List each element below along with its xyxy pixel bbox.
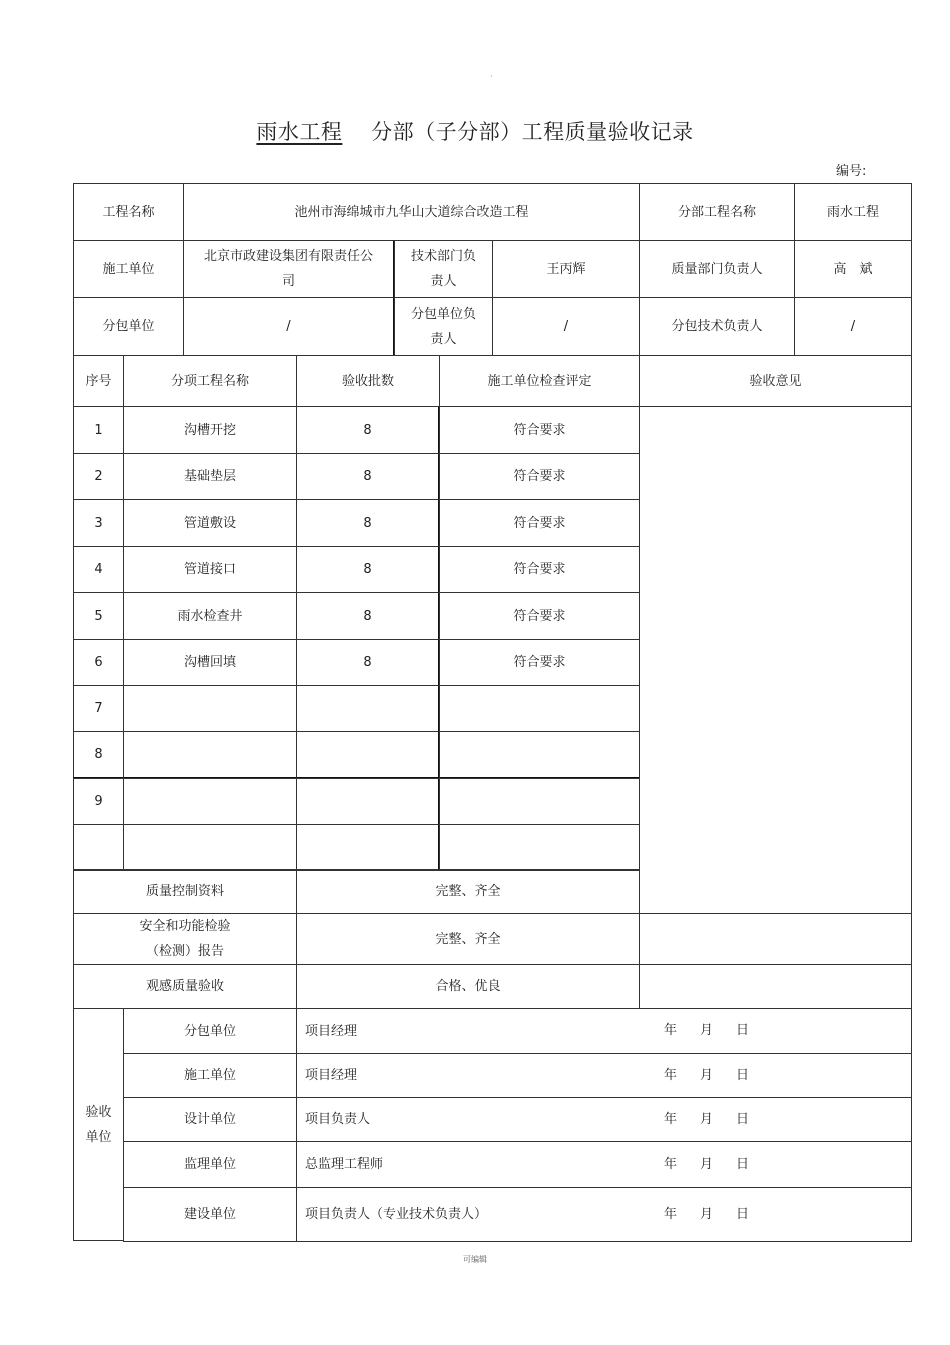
row-item: 沟槽回填 — [123, 639, 297, 686]
sub-head: / — [492, 297, 640, 356]
row-item: 基础垫层 — [123, 453, 297, 500]
page-title — [0, 116, 950, 146]
sub-tech-head-label: 分包技术负责人 — [639, 297, 795, 356]
col-header-batches: 验收批数 — [296, 355, 440, 407]
row-batches: 8 — [296, 406, 440, 454]
row-batches: 8 — [296, 592, 440, 640]
signoff-date-year: 年 — [664, 1207, 678, 1222]
signoff-unit: 分包单位 — [123, 1008, 297, 1054]
sub-head-label-line2: 责人 — [430, 331, 457, 347]
row-no: 3 — [73, 499, 124, 547]
signoff-signature-cell — [296, 1008, 912, 1054]
row-item: 管道敷设 — [123, 499, 297, 547]
row-no: 6 — [73, 639, 124, 686]
contractor-label: 施工单位 — [73, 240, 184, 298]
row-batches: 8 — [296, 499, 440, 547]
sub-head-label-line1: 分包单位负 — [410, 306, 476, 322]
signoff-date-month: 月 — [700, 1068, 714, 1083]
signoff-date-month: 月 — [700, 1157, 714, 1172]
row-item — [123, 685, 297, 732]
signoff-group-label-line1: 验收 — [85, 1104, 112, 1120]
tech-head: 王丙辉 — [492, 240, 640, 298]
row-batches — [296, 778, 440, 825]
signoff-date-year: 年 — [664, 1157, 678, 1172]
signoff-date-day: 日 — [736, 1207, 750, 1222]
appearance-label: 观感质量验收 — [73, 964, 297, 1009]
signoff-unit: 建设单位 — [123, 1187, 297, 1242]
signoff-signature-cell — [296, 1187, 912, 1242]
row-eval: 符合要求 — [439, 406, 640, 454]
safety-value: 完整、齐全 — [296, 913, 640, 965]
row-no: 8 — [73, 731, 124, 779]
row-eval: 符合要求 — [439, 639, 640, 686]
row-item — [123, 731, 297, 779]
row-no: 4 — [73, 546, 124, 593]
row-item: 管道接口 — [123, 546, 297, 593]
division-name-label: 分部工程名称 — [639, 183, 795, 241]
doc-number-label: 编号: — [836, 164, 867, 179]
row-batches — [296, 685, 440, 732]
signoff-role: 项目经理 — [305, 1068, 358, 1083]
row-item: 沟槽开挖 — [123, 406, 297, 454]
signoff-date-day: 日 — [736, 1157, 750, 1172]
signoff-signature-cell — [296, 1141, 912, 1188]
project-name: 池州市海绵城市九华山大道综合改造工程 — [183, 183, 640, 241]
signoff-date-day: 日 — [736, 1068, 750, 1083]
qc-value: 完整、齐全 — [296, 869, 640, 914]
qc-label: 质量控制资料 — [73, 869, 297, 914]
signoff-role: 总监理工程师 — [305, 1157, 384, 1172]
tech-head-label-line1: 技术部门负 — [410, 249, 476, 264]
opinion-cell — [639, 406, 912, 914]
row-batches: 8 — [296, 639, 440, 686]
col-header-item: 分项工程名称 — [123, 355, 297, 407]
signoff-date-year: 年 — [664, 1068, 678, 1083]
signoff-unit: 施工单位 — [123, 1053, 297, 1098]
row-eval — [439, 778, 640, 825]
row-eval — [439, 731, 640, 779]
appearance-opinion — [639, 964, 912, 1009]
row-item: 雨水检查井 — [123, 592, 297, 640]
safety-label-line2: （检测）报告 — [145, 944, 224, 959]
signoff-date-month: 月 — [700, 1023, 714, 1038]
signoff-signature-cell — [296, 1097, 912, 1142]
tech-head-label-line2: 责人 — [430, 274, 457, 289]
row-eval — [439, 685, 640, 732]
safety-label — [73, 913, 297, 965]
row-no: 2 — [73, 453, 124, 500]
division-name: 雨水工程 — [794, 183, 912, 241]
signoff-date-day: 日 — [736, 1112, 750, 1127]
signoff-date-year: 年 — [664, 1112, 678, 1127]
signoff-role: 项目负责人 — [305, 1112, 371, 1127]
signoff-role: 项目经理 — [305, 1023, 358, 1039]
signoff-date-day: 日 — [736, 1023, 750, 1038]
quality-head-label: 质量部门负责人 — [639, 240, 795, 298]
row-eval: 符合要求 — [439, 592, 640, 640]
row-item — [123, 824, 297, 871]
contractor-cell — [183, 240, 395, 298]
subcontractor-label: 分包单位 — [73, 297, 184, 356]
sub-head-label — [394, 297, 493, 356]
signoff-date-month: 月 — [700, 1112, 714, 1127]
signoff-role: 项目负责人（专业技术负责人） — [305, 1207, 488, 1222]
row-eval: 符合要求 — [439, 546, 640, 593]
row-no: 1 — [73, 406, 124, 454]
row-no: 9 — [73, 778, 124, 825]
row-batches: 8 — [296, 453, 440, 500]
signoff-date-month: 月 — [700, 1207, 714, 1222]
contractor-line1: 北京市政建设集团有限责任公 — [203, 249, 373, 264]
appearance-value: 合格、优良 — [296, 964, 640, 1009]
signoff-group-label-line2: 单位 — [85, 1129, 112, 1145]
signoff-unit: 设计单位 — [123, 1097, 297, 1142]
row-no — [73, 824, 124, 871]
signoff-signature-cell — [296, 1053, 912, 1098]
row-batches — [296, 731, 440, 779]
col-header-no: 序号 — [73, 355, 124, 407]
row-batches — [296, 824, 440, 871]
sub-tech-head: / — [794, 297, 912, 356]
col-header-opinion: 验收意见 — [639, 355, 912, 407]
tech-head-label — [394, 240, 493, 298]
safety-label-line1: 安全和功能检验 — [139, 919, 231, 934]
subcontractor: / — [183, 297, 395, 356]
title-underlined: 雨水工程 — [256, 120, 343, 144]
row-no: 7 — [73, 685, 124, 732]
row-eval — [439, 824, 640, 871]
page-dot: · — [490, 72, 493, 81]
col-header-self-eval: 施工单位检查评定 — [439, 355, 640, 407]
row-eval: 符合要求 — [439, 453, 640, 500]
row-no: 5 — [73, 592, 124, 640]
row-item — [123, 778, 297, 825]
contractor-line2: 司 — [281, 274, 295, 289]
row-eval: 符合要求 — [439, 499, 640, 547]
safety-opinion — [639, 913, 912, 965]
signoff-unit: 监理单位 — [123, 1141, 297, 1188]
signoff-group-label — [73, 1008, 124, 1241]
footer-note: 可编辑 — [463, 1255, 487, 1264]
project-name-label: 工程名称 — [73, 183, 184, 241]
row-batches: 8 — [296, 546, 440, 593]
quality-head: 高 斌 — [794, 240, 912, 298]
signoff-date-year: 年 — [664, 1023, 678, 1038]
title-rest: 分部（子分部）工程质量验收记录 — [371, 120, 694, 144]
